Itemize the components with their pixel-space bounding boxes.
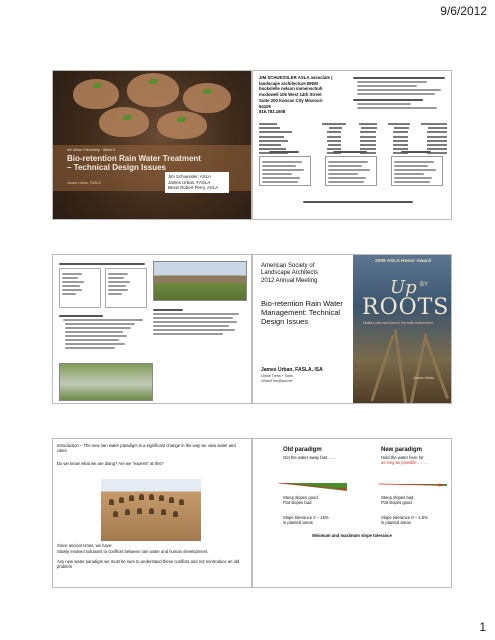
flat-slope-diagram — [377, 482, 447, 491]
footnote-illegible — [303, 201, 413, 203]
sprout-image — [149, 79, 158, 84]
detail-line: UrbanTree@aol.net — [261, 378, 293, 383]
arch-shape — [161, 509, 166, 515]
sub-table-illegible — [259, 149, 311, 186]
arch-shape — [137, 508, 142, 514]
contact-line: Suite 200 Kansas City Missouri — [259, 97, 323, 103]
hand-image — [157, 111, 207, 139]
sub-table-illegible — [391, 149, 443, 186]
old-tolerance: Slope tolerance 2 – 15% in planted areas — [283, 515, 329, 526]
book-title-by: BY — [420, 282, 429, 288]
sprout-image — [203, 89, 212, 94]
org-line: 2012 Annual Meeting — [261, 277, 318, 284]
old-paradigm-heading: Old paradigm — [283, 447, 322, 453]
arch-shape — [129, 495, 134, 501]
book-author: James Urban — [413, 376, 435, 380]
authors-box — [165, 172, 229, 193]
bullet-list-illegible — [353, 75, 447, 111]
old-paradigm-line: Get the water away fast…… — [283, 455, 336, 460]
sub-table-illegible — [325, 149, 377, 186]
arch-shape — [125, 509, 130, 515]
author-line: Bevin Robert Perry, ASLA — [168, 185, 219, 191]
slope-tolerance-caption: Minimum and maximum slope tolerance — [312, 533, 392, 538]
author-line: Jim Schuessler, ASLA — [168, 174, 211, 179]
presenter-name: James Urban, FASLA, ISA — [261, 367, 323, 373]
slide-title: Bio-retention Rain Water Management: Technical Design Issues — [261, 299, 343, 326]
slide-3-references[interactable] — [52, 254, 252, 404]
contact-block — [259, 75, 347, 115]
green-roof-photo — [59, 363, 153, 401]
arch-shape — [169, 497, 174, 503]
award-badge: 2009 ASLA Honor Award — [375, 259, 431, 264]
book-title-roots: ROOTS — [362, 295, 450, 320]
question-text: Do we know what we are doing? Are we “experts” at this? — [57, 461, 164, 466]
building-photo — [153, 261, 247, 301]
reference-list-illegible — [153, 307, 247, 337]
slide-2-contact[interactable] — [252, 70, 452, 220]
solved-text: Slowly evolved solutions to conflicts between rain water and human development. — [57, 549, 209, 554]
bullet-list-illegible — [59, 313, 147, 351]
arch-shape — [149, 494, 154, 500]
arch-shape — [109, 499, 114, 505]
detail-line: Urban Trees + Soils — [261, 374, 293, 378]
arch-shape — [179, 499, 184, 505]
book-subtitle: healthy soils and trees in the built environment — [363, 321, 433, 325]
contact-line: JIM SCHUESSLER ASLA associate | — [259, 75, 333, 80]
page-date: 9/6/2012 — [440, 4, 487, 18]
slide-5-introduction[interactable] — [52, 438, 252, 588]
sprout-image — [177, 117, 186, 122]
arch-shape — [119, 497, 124, 503]
arch-shape — [149, 508, 154, 514]
org-line: American Society of — [261, 263, 315, 269]
org-line: Landscape Architects — [261, 270, 319, 277]
slide-4-title[interactable] — [252, 254, 452, 404]
contact-line: bockslelle nelson immenschuh — [259, 86, 323, 92]
sprout-image — [123, 115, 132, 120]
new-paradigm-heading: New paradigm — [381, 447, 423, 453]
new-paradigm-line: Hold the water here for as long as possible……… — [381, 455, 430, 466]
hand-image — [183, 83, 231, 113]
arch-shape — [173, 511, 178, 517]
new-paradigm-text: Any new water paradigm we must be sure to understand these conflicts and not reintroduce an old problem — [57, 559, 240, 570]
slide-meta: James Urban, FASLA — [67, 181, 101, 185]
contact-line: landscape architecture BNIM — [259, 80, 318, 86]
contact-line: 64105 — [259, 103, 271, 109]
book-title-up: Up — [390, 277, 417, 298]
org-name — [261, 263, 318, 285]
author-line: James Urban, FASLA — [168, 179, 211, 185]
sprout-image — [93, 83, 102, 88]
slide-subtitle: the Urban Fellowship · Week 5 — [67, 148, 115, 152]
presenter-detail — [261, 374, 293, 383]
page-number: 1 — [479, 620, 486, 634]
new-slope-rules: Steep slopes bad Flat slopes good — [381, 495, 414, 506]
slide-6-paradigm[interactable] — [252, 438, 452, 588]
contact-line: mcdowell 106 West 14th Street — [259, 92, 322, 98]
arch-shape — [113, 511, 118, 517]
slide-title: Bio-retention Rain Water Treatment – Technical Design Issues — [67, 154, 201, 172]
steep-slope-diagram — [277, 482, 347, 491]
contact-line: 816.783.1608 — [259, 109, 286, 115]
table-illegible — [59, 261, 147, 308]
old-slope-rules: Steep slopes good Flat slopes bad — [283, 495, 318, 506]
new-tolerance: Slope tolerance 0 – 1.5% in planted areas — [381, 515, 428, 526]
arch-shape — [159, 495, 164, 501]
intro-text: Introduction – The new rain water paradigm is a significant change in the way we view water and cities. — [57, 443, 236, 454]
arch-shape — [139, 494, 144, 500]
hand-image — [99, 107, 149, 137]
slide-1-title[interactable] — [52, 70, 252, 220]
since-text: Since ancient times, we have: — [57, 543, 113, 548]
